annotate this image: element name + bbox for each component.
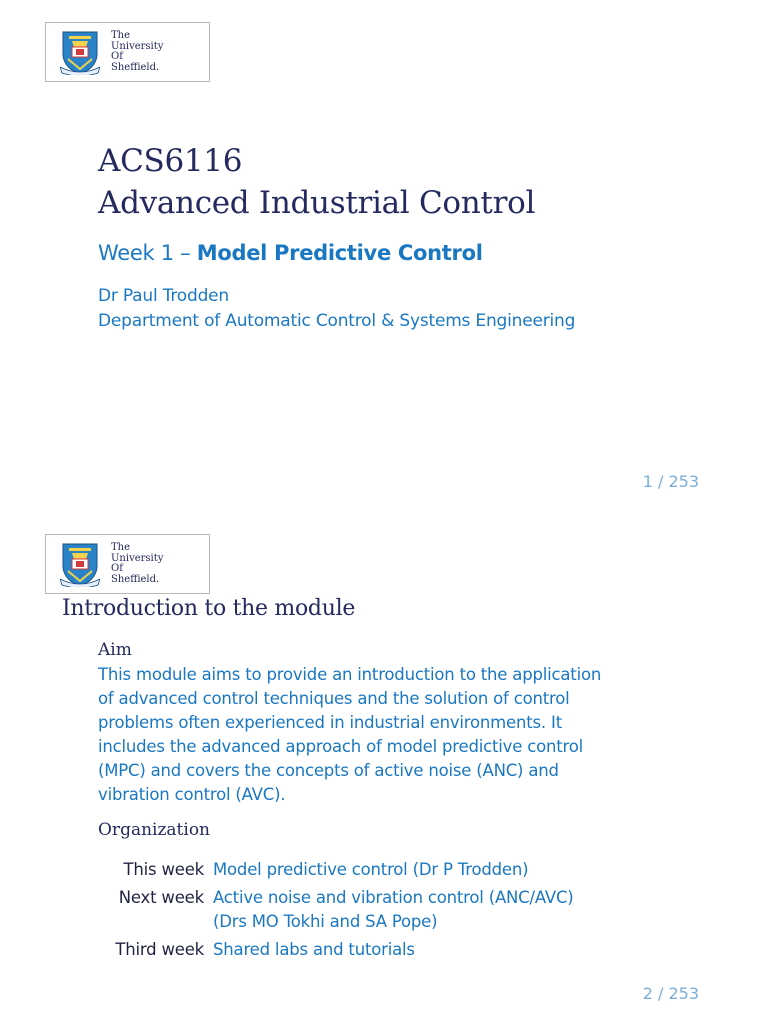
author-block — [98, 284, 575, 334]
schedule-row-continued — [98, 910, 574, 938]
schedule-row — [98, 938, 574, 962]
department-name: Department of Automatic Control & Systems Engineering — [98, 311, 576, 331]
course-code: ACS6116 — [98, 143, 243, 179]
logo-text-line: Sheffield. — [111, 573, 160, 585]
schedule-desc: (Drs MO Tokhi and SA Pope) — [213, 912, 438, 931]
university-crest-icon — [60, 29, 100, 75]
week-prefix: Week 1 – — [98, 241, 197, 265]
aim-body — [98, 663, 678, 807]
logo-text-line: The — [111, 30, 131, 41]
logo-text-line: University — [111, 40, 164, 52]
aim-line: problems often experienced in industrial environments. It — [98, 713, 562, 732]
schedule-week: Next week — [118, 888, 204, 907]
logo-text-line: Sheffield. — [111, 61, 160, 73]
author-name: Dr Paul Trodden — [98, 286, 230, 306]
aim-heading: Aim — [98, 640, 132, 660]
university-logo — [45, 534, 210, 594]
schedule-desc: Model predictive control (Dr P Trodden) — [213, 860, 529, 879]
page-number: 1 / 253 — [642, 472, 699, 491]
aim-line: vibration control (AVC). — [98, 785, 286, 804]
organization-heading: Organization — [98, 820, 211, 840]
schedule-week: Third week — [115, 940, 204, 959]
aim-line: (MPC) and covers the concepts of active noise (ANC) and — [98, 761, 559, 780]
schedule-row — [98, 858, 574, 886]
logo-text-line: University — [111, 552, 164, 564]
schedule-desc: Shared labs and tutorials — [213, 940, 415, 959]
logo-text-line: The — [111, 542, 131, 553]
week-topic: Model Predictive Control — [196, 241, 483, 265]
schedule-table — [98, 858, 574, 962]
logo-text-line: Of — [111, 51, 123, 62]
university-crest-icon — [60, 541, 100, 587]
aim-line: This module aims to provide an introduction to the application — [98, 665, 602, 684]
logo-text-line: Of — [111, 563, 123, 574]
aim-line: of advanced control techniques and the solution of control — [98, 689, 570, 708]
course-name: Advanced Industrial Control — [98, 185, 536, 221]
schedule-week: This week — [123, 860, 204, 879]
university-logo — [45, 22, 210, 82]
schedule-row — [98, 886, 574, 910]
aim-line: includes the advanced approach of model predictive control — [98, 737, 584, 756]
week-subtitle — [98, 241, 483, 265]
schedule-desc: Active noise and vibration control (ANC/AVC) — [213, 888, 574, 907]
page-number: 2 / 253 — [642, 984, 699, 1003]
frame-title: Introduction to the module — [62, 596, 356, 621]
